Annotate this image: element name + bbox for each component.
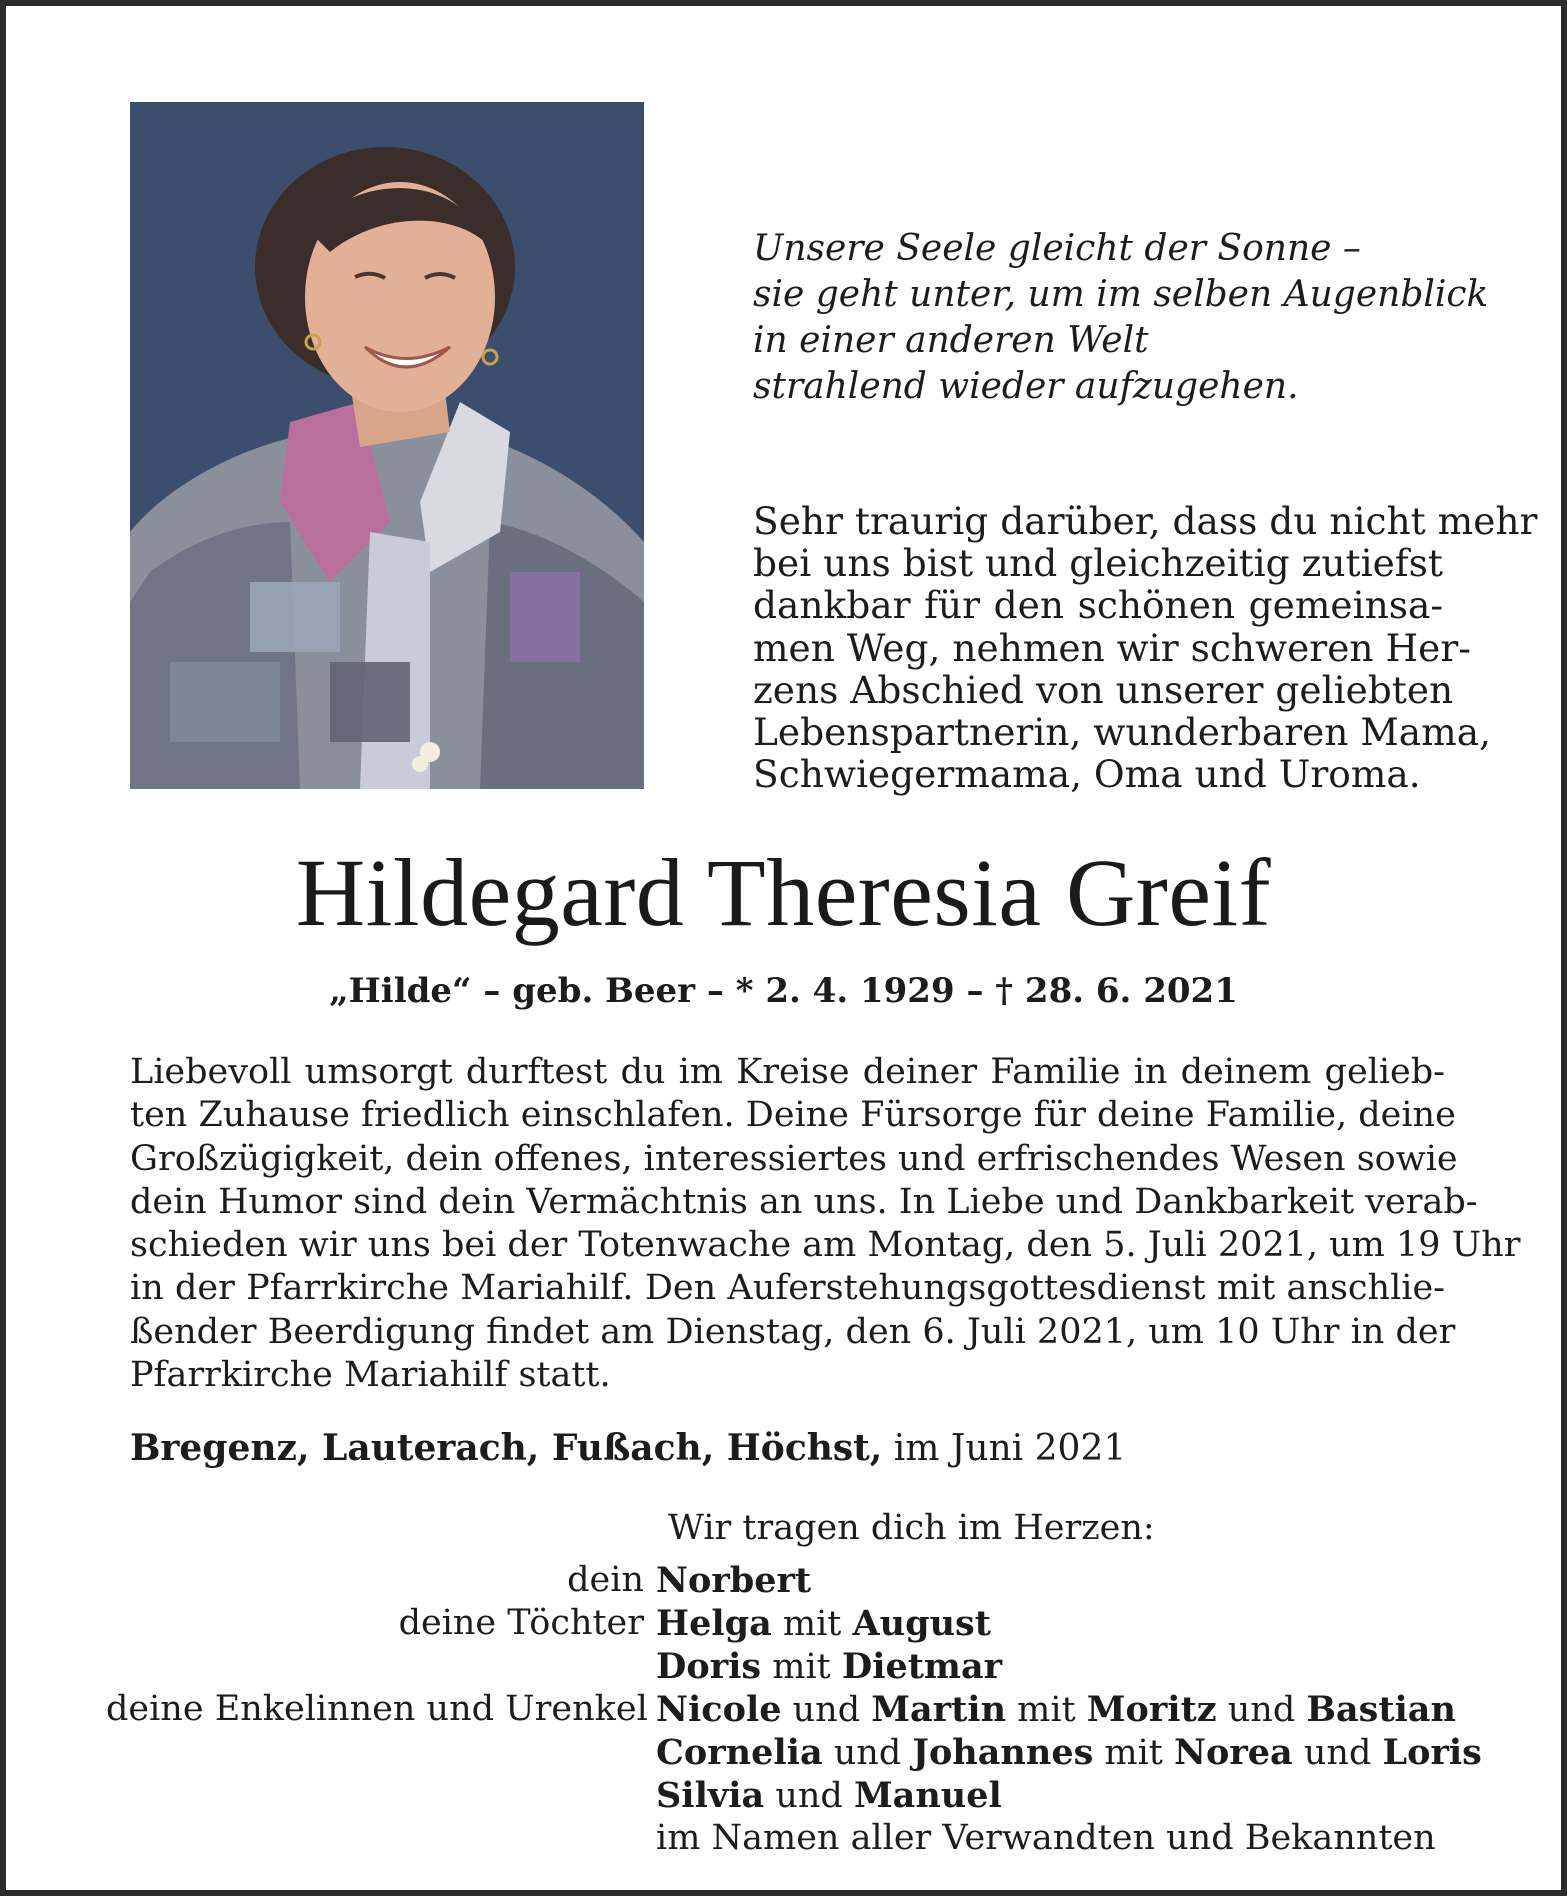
mourner-row: [106, 1688, 1486, 1731]
poem: [753, 226, 1489, 410]
mourner-name: Nicole: [656, 1689, 782, 1730]
intro-line: men Weg, nehmen wir schweren Her-: [753, 625, 1471, 670]
mourner-connector: und: [822, 1733, 913, 1773]
mourner-row: [106, 1645, 1486, 1688]
body-paragraph: [130, 1051, 1521, 1397]
poem-line: sie geht unter, um im selben Augenblick: [753, 274, 1489, 315]
mourner-names: [656, 1559, 811, 1602]
mourner-relation: [106, 1774, 656, 1817]
mourners-list: [106, 1559, 1486, 1860]
intro-line: dankbar für den schönen gemeinsa-: [753, 583, 1443, 628]
mourner-connector: mit: [1006, 1690, 1087, 1730]
mourner-names: [656, 1774, 1002, 1817]
mourner-name: Doris: [656, 1646, 762, 1687]
mourner-connector: und: [764, 1776, 854, 1816]
mourner-names: [656, 1731, 1482, 1774]
mourner-row: [106, 1774, 1486, 1817]
mourner-row: [106, 1602, 1486, 1645]
mourner-name: Bastian: [1306, 1689, 1456, 1730]
body-line: Liebevoll umsorgt durftest du im Kreise deiner Familie in deinem gelieb-: [130, 1052, 1445, 1092]
intro-line: zens Abschied von unserer geliebten: [753, 667, 1454, 712]
mourner-connector: und: [1292, 1733, 1383, 1773]
mourner-relation: dein: [567, 1560, 644, 1600]
poem-line: strahlend wieder aufzugehen.: [753, 366, 1299, 407]
body-line: dein Humor sind dein Vermächtnis an uns. In Liebe und Dankbarkeit verab-: [130, 1181, 1478, 1222]
place-and-date: [130, 1426, 1126, 1471]
mourner-name: Loris: [1382, 1732, 1482, 1773]
nickname-and-dates: „Hilde“ – geb. Beer – * 2. 4. 1929 – † 28. 6. 2021: [329, 971, 1238, 1011]
mourner-name: Johannes: [912, 1732, 1094, 1773]
mourner-connector: mit: [771, 1604, 853, 1644]
mourner-name: Manuel: [853, 1775, 1002, 1816]
mourner-relation: deine Enkelinnen und Urenkel: [106, 1689, 648, 1729]
mourner-name: Helga: [656, 1603, 772, 1644]
portrait-photo: [130, 102, 644, 789]
mourner-row: [106, 1817, 1486, 1860]
mourner-relation: [106, 1645, 656, 1688]
mourner-connector: im Namen aller Verwandten und Bekannten: [656, 1818, 1436, 1858]
poem-line: in einer anderen Welt: [753, 320, 1149, 361]
intro-line: Lebenspartnerin, wunderbaren Mama,: [753, 710, 1491, 755]
mourner-name: Dietmar: [841, 1646, 1003, 1687]
body-line: in der Pfarrkirche Mariahilf. Den Auferstehungsgottesdienst mit anschlie-: [130, 1268, 1445, 1309]
portrait-illustration: [130, 102, 644, 789]
mourner-connector: und: [1216, 1690, 1307, 1730]
mourner-names: [656, 1602, 991, 1645]
intro-paragraph: [753, 499, 1538, 797]
mourner-name: August: [852, 1603, 991, 1644]
intro-line: Sehr traurig darüber, dass du nicht mehr: [753, 499, 1538, 543]
mourner-name: Cornelia: [656, 1732, 823, 1773]
place-towns: Bregenz, Lauterach, Fußach, Höchst,: [130, 1427, 883, 1469]
mourner-name: Moritz: [1086, 1689, 1217, 1730]
mourner-name: Martin: [871, 1689, 1007, 1730]
mourners-title: Wir tragen dich im Herzen:: [668, 1508, 1155, 1548]
mourner-name: Norbert: [656, 1560, 812, 1601]
mourner-name: Silvia: [656, 1775, 765, 1816]
mourner-connector: mit: [1093, 1733, 1174, 1773]
body-line: schieden wir uns bei der Totenwache am Montag, den 5. Juli 2021, um 19 Uhr: [130, 1225, 1521, 1266]
mourner-row: [106, 1731, 1486, 1774]
mourner-names: [656, 1817, 1436, 1860]
body-line: Großzügigkeit, dein offenes, interessiertes und erfrischendes Wesen sowie: [130, 1138, 1458, 1179]
mourner-connector: und: [781, 1690, 872, 1730]
mourner-names: [656, 1645, 1002, 1688]
mourner-names: [656, 1688, 1456, 1731]
intro-line: Schwiegermama, Oma und Uroma.: [753, 752, 1421, 797]
poem-line: Unsere Seele gleicht der Sonne –: [753, 228, 1361, 269]
body-line: ten Zuhause friedlich einschlafen. Deine Fürsorge für deine Familie, deine: [130, 1095, 1456, 1136]
intro-line: bei uns bist und gleichzeitig zutiefst: [753, 541, 1443, 586]
place-date: im Juni 2021: [893, 1428, 1127, 1469]
mourner-connector: mit: [761, 1647, 842, 1687]
body-line: Pfarrkirche Mariahilf statt.: [130, 1355, 611, 1396]
mourner-relation: [106, 1731, 656, 1774]
mourner-row: [106, 1559, 1486, 1602]
mourner-relation: [106, 1817, 656, 1860]
body-line: ßender Beerdigung findet am Dienstag, den 6. Juli 2021, um 10 Uhr in der: [130, 1311, 1456, 1352]
mourner-name: Norea: [1174, 1732, 1293, 1773]
deceased-name: Hildegard Theresia Greif: [295, 839, 1272, 946]
mourner-relation: deine Töchter: [398, 1603, 644, 1643]
